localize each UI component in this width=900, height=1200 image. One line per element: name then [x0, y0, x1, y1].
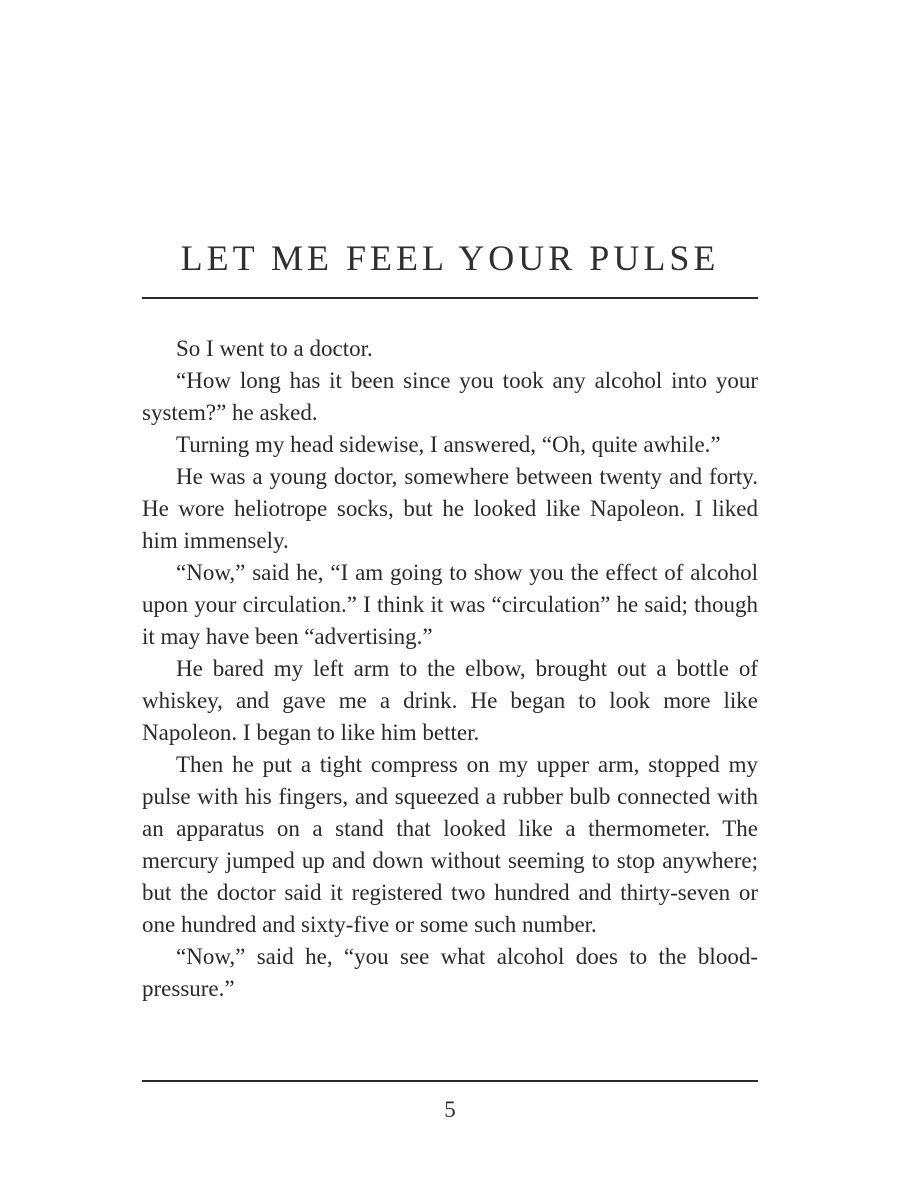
footer-rule: [142, 1080, 758, 1082]
page-number: 5: [444, 1097, 456, 1122]
chapter-body: [142, 333, 758, 1005]
chapter-title: LET ME FEEL YOUR PULSE: [180, 238, 720, 278]
title-rule: [142, 297, 758, 299]
paragraph: He was a young doctor, somewhere between twenty and forty. He wore heliotrope socks, but he looked like Napoleon. I liked him immensely.: [142, 464, 758, 553]
paragraph: Turning my head sidewise, I answered, “Oh, quite awhile.”: [176, 432, 721, 457]
paragraph: He bared my left arm to the elbow, brought out a bottle of whiskey, and gave me a drink. He began to look more like Napoleon. I began to like him better.: [142, 656, 758, 745]
paragraph: “Now,” said he, “I am going to show you the effect of alcohol upon your circulation.” I think it was “circulation” he said; though it may have been “advertising.”: [142, 560, 758, 649]
paragraph: “Now,” said he, “you see what alcohol does to the blood-pressure.”: [142, 944, 758, 1001]
paragraph: So I went to a doctor.: [176, 336, 373, 361]
paragraph: Then he put a tight compress on my upper arm, stopped my pulse with his fingers, and squeezed a rubber bulb connected with an apparatus on a stand that looked like a thermometer. The mercury jumped up and down without seeming to stop anywhere; but the doctor said it registered two hundred and thirty-seven or one hundred and sixty-five or some such number.: [142, 752, 758, 937]
paragraph: “How long has it been since you took any alcohol into your system?” he asked.: [142, 368, 758, 425]
